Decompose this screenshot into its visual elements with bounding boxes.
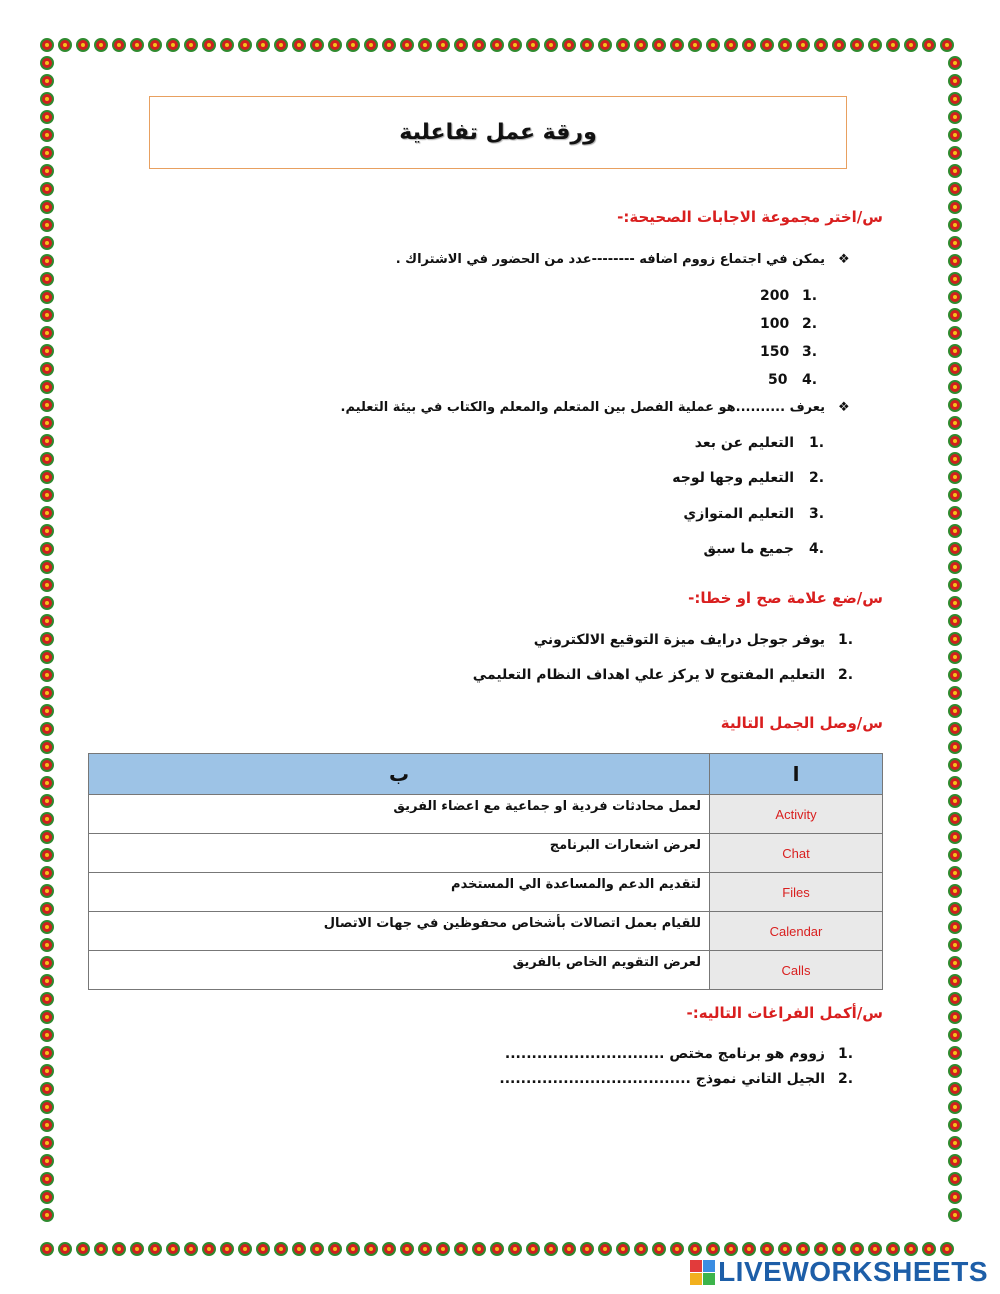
match-term[interactable]: Calls [710,951,883,990]
border-flower-icon [220,38,234,52]
border-flower-icon [220,1242,234,1256]
border-flower-icon [948,164,962,178]
border-flower-icon [382,1242,396,1256]
border-flower-icon [948,236,962,250]
border-flower-icon [40,1028,54,1042]
border-flower-icon [634,38,648,52]
table-row [89,834,883,873]
border-flower-icon [472,1242,486,1256]
border-flower-icon [400,38,414,52]
border-flower-icon [310,38,324,52]
border-flower-icon [40,1172,54,1186]
border-flower-icon [202,38,216,52]
q1-option-text: 50 [768,372,788,388]
border-flower-icon [76,1242,90,1256]
border-flower-icon [778,38,792,52]
border-flower-icon [526,38,540,52]
border-flower-icon [948,128,962,142]
border-flower-icon [688,1242,702,1256]
match-table-header [89,754,883,795]
border-flower-icon [184,38,198,52]
border-flower-icon [40,416,54,430]
table-row [89,873,883,912]
border-flower-icon [948,1172,962,1186]
border-flower-icon [940,1242,954,1256]
border-flower-icon [40,1208,54,1222]
border-flower-icon [948,920,962,934]
border-flower-icon [598,1242,612,1256]
border-flower-icon [40,884,54,898]
border-flower-icon [948,74,962,88]
border-flower-icon [948,200,962,214]
border-flower-icon [948,1208,962,1222]
border-flower-icon [274,38,288,52]
border-flower-icon [688,38,702,52]
border-flower-icon [40,632,54,646]
match-term[interactable]: Calendar [710,912,883,951]
watermark: LIVEWORKSHEETS [718,1256,988,1287]
border-flower-icon [948,956,962,970]
border-flower-icon [948,542,962,556]
q2-option-number: 2. [809,470,825,486]
border-flower-icon [948,344,962,358]
border-flower-icon [310,1242,324,1256]
border-flower-icon [40,866,54,880]
border-flower-icon [948,884,962,898]
border-flower-icon [292,38,306,52]
border-flower-icon [948,830,962,844]
fill-item-number: 1. [838,1046,854,1062]
border-flower-icon [130,1242,144,1256]
border-flower-icon [948,686,962,700]
border-flower-icon [948,290,962,304]
border-flower-icon [40,1010,54,1024]
border-flower-icon [508,38,522,52]
q1-option-number: 4. [802,372,818,388]
page-title: ورقة عمل تفاعلية [399,120,597,145]
border-flower-icon [948,470,962,484]
border-flower-icon [382,38,396,52]
border-flower-icon [40,686,54,700]
border-flower-icon [948,1118,962,1132]
border-flower-icon [40,182,54,196]
fill-item-number: 2. [838,1071,854,1087]
column-a-header: ا [710,754,883,795]
border-flower-icon [948,1100,962,1114]
border-flower-icon [580,1242,594,1256]
border-flower-icon [948,722,962,736]
border-flower-icon [40,74,54,88]
border-flower-icon [58,1242,72,1256]
border-flower-icon [130,38,144,52]
border-flower-icon [328,38,342,52]
border-flower-icon [166,38,180,52]
border-flower-icon [40,596,54,610]
q1-option-number: 2. [802,316,818,332]
table-row [89,795,883,834]
border-flower-icon [40,56,54,70]
border-flower-icon [418,38,432,52]
border-flower-icon [948,452,962,466]
q2-option-text: جميع ما سبق [703,541,794,557]
border-flower-icon [742,38,756,52]
border-flower-icon [40,308,54,322]
border-flower-icon [40,902,54,916]
border-flower-icon [472,38,486,52]
border-flower-icon [40,740,54,754]
border-flower-icon [112,38,126,52]
q1-text: يمكن في اجتماع زووم اضافه --------عدد من الحضور في الاشتراك . [395,252,825,267]
border-flower-icon [40,326,54,340]
border-flower-icon [490,38,504,52]
title-box [149,96,847,169]
border-flower-icon [814,38,828,52]
match-table [88,753,883,990]
border-flower-icon [202,1242,216,1256]
border-flower-icon [40,1154,54,1168]
border-flower-icon [850,38,864,52]
q1-option-text: 150 [760,344,790,360]
border-flower-icon [948,596,962,610]
border-flower-icon [948,938,962,952]
column-b-header: ب [89,754,710,795]
border-flower-icon [40,578,54,592]
border-flower-icon [40,542,54,556]
border-flower-icon [832,1242,846,1256]
border-flower-icon [948,1190,962,1204]
mcq-section-heading: س/اختر مجموعة الاجابات الصحيحة:- [617,208,883,226]
border-flower-icon [724,38,738,52]
border-flower-icon [948,1010,962,1024]
border-flower-icon [40,290,54,304]
border-flower-icon [948,524,962,538]
border-flower-icon [948,380,962,394]
match-definition[interactable]: لعرض اشعارات البرنامج [89,834,710,873]
border-flower-icon [40,488,54,502]
border-flower-icon [544,38,558,52]
border-flower-icon [40,1046,54,1060]
border-flower-icon [616,1242,630,1256]
border-flower-icon [948,1046,962,1060]
border-flower-icon [364,38,378,52]
border-flower-icon [544,1242,558,1256]
border-flower-icon [508,1242,522,1256]
border-flower-icon [76,38,90,52]
border-flower-icon [40,380,54,394]
border-flower-icon [40,848,54,862]
border-flower-icon [400,1242,414,1256]
border-flower-icon [94,1242,108,1256]
border-flower-icon [184,1242,198,1256]
border-flower-icon [40,758,54,772]
fill-item-text: الجيل التاني نموذج .................................... [499,1071,825,1087]
border-flower-icon [922,1242,936,1256]
border-flower-icon [454,1242,468,1256]
border-flower-icon [796,38,810,52]
table-row [89,951,883,990]
border-flower-icon [760,38,774,52]
fill-section-heading: س/أكمل الفراغات التاليه:- [686,1004,883,1022]
border-flower-icon [634,1242,648,1256]
border-flower-icon [948,308,962,322]
border-flower-icon [670,1242,684,1256]
border-flower-icon [238,1242,252,1256]
border-flower-icon [948,650,962,664]
border-flower-icon [40,200,54,214]
border-flower-icon [148,1242,162,1256]
border-flower-icon [40,938,54,952]
border-flower-icon [948,326,962,340]
border-flower-icon [40,812,54,826]
border-flower-icon [948,416,962,430]
tf-section-heading: س/ضع علامة صح او خطا:- [688,589,883,607]
border-flower-icon [948,272,962,286]
border-flower-icon [40,362,54,376]
tf-item-text: التعليم المفتوح لا يركز علي اهداف النظام التعليمي [472,667,825,683]
border-flower-icon [948,632,962,646]
border-flower-icon [948,902,962,916]
border-flower-icon [652,38,666,52]
border-flower-icon [760,1242,774,1256]
border-flower-icon [948,740,962,754]
border-flower-icon [948,110,962,124]
border-flower-icon [814,1242,828,1256]
q2-bullet-icon: ❖ [838,400,850,415]
border-flower-icon [40,722,54,736]
border-flower-icon [40,1242,54,1256]
border-flower-icon [436,1242,450,1256]
border-flower-icon [40,1136,54,1150]
border-flower-icon [948,704,962,718]
border-flower-icon [948,992,962,1006]
border-flower-icon [346,38,360,52]
q1-option-text: 100 [760,316,790,332]
border-flower-icon [922,38,936,52]
border-flower-icon [948,146,962,160]
border-flower-icon [256,1242,270,1256]
border-flower-icon [40,1190,54,1204]
border-flower-icon [580,38,594,52]
match-term[interactable]: Chat [710,834,883,873]
border-flower-icon [670,38,684,52]
border-flower-icon [40,272,54,286]
border-flower-icon [40,776,54,790]
border-flower-icon [40,506,54,520]
border-flower-icon [724,1242,738,1256]
border-flower-icon [948,92,962,106]
border-flower-icon [948,182,962,196]
border-flower-icon [948,848,962,862]
border-flower-icon [948,506,962,520]
border-flower-icon [948,560,962,574]
border-flower-icon [40,920,54,934]
border-flower-icon [562,1242,576,1256]
border-flower-icon [112,1242,126,1256]
q2-option-text: التعليم عن بعد [694,435,794,451]
border-flower-icon [796,1242,810,1256]
border-flower-icon [562,38,576,52]
border-flower-icon [40,344,54,358]
border-flower-icon [364,1242,378,1256]
border-flower-icon [526,1242,540,1256]
border-flower-icon [948,974,962,988]
border-flower-icon [948,866,962,880]
border-flower-icon [40,1118,54,1132]
border-flower-icon [40,524,54,538]
border-flower-icon [40,254,54,268]
match-definition[interactable]: لتقديم الدعم والمساعدة الي المستخدم [89,873,710,912]
match-definition[interactable]: لعرض التقويم الخاص بالفريق [89,951,710,990]
border-flower-icon [40,92,54,106]
border-flower-icon [940,38,954,52]
border-flower-icon [948,254,962,268]
border-flower-icon [40,110,54,124]
border-flower-icon [706,38,720,52]
q1-bullet-icon: ❖ [838,252,850,267]
q2-option-text: التعليم المتوازي [683,506,794,522]
border-flower-icon [948,218,962,232]
border-flower-icon [886,38,900,52]
border-flower-icon [40,398,54,412]
border-flower-icon [948,1028,962,1042]
border-flower-icon [454,38,468,52]
border-flower-icon [948,434,962,448]
border-flower-icon [948,1064,962,1078]
border-flower-icon [832,38,846,52]
border-flower-icon [166,1242,180,1256]
border-flower-icon [948,668,962,682]
border-flower-icon [40,164,54,178]
border-flower-icon [652,1242,666,1256]
border-flower-icon [40,1064,54,1078]
border-flower-icon [40,830,54,844]
border-flower-icon [948,758,962,772]
border-flower-icon [904,38,918,52]
q2-option-number: 3. [809,506,825,522]
border-flower-icon [948,398,962,412]
border-flower-icon [94,38,108,52]
border-flower-icon [40,614,54,628]
border-flower-icon [886,1242,900,1256]
border-flower-icon [850,1242,864,1256]
match-definition[interactable]: لعمل محادثات فردية او جماعية مع اعضاء الفريق [89,795,710,834]
border-flower-icon [490,1242,504,1256]
border-flower-icon [40,236,54,250]
border-flower-icon [40,452,54,466]
border-flower-icon [40,650,54,664]
border-flower-icon [948,578,962,592]
border-flower-icon [40,992,54,1006]
q2-text: يعرف ..........هو عملية الفصل بين المتعلم والمعلم والكتاب في بيئة التعليم. [340,400,825,415]
border-flower-icon [868,38,882,52]
tf-item-number: 2. [838,667,854,683]
tf-item-number: 1. [838,632,854,648]
liveworksheets-logo-icon [690,1260,716,1286]
border-flower-icon [948,488,962,502]
border-flower-icon [778,1242,792,1256]
border-flower-icon [706,1242,720,1256]
border-flower-icon [948,1082,962,1096]
table-row [89,912,883,951]
border-flower-icon [40,956,54,970]
border-flower-icon [948,56,962,70]
border-flower-icon [58,38,72,52]
border-flower-icon [948,794,962,808]
border-flower-icon [40,1100,54,1114]
match-term[interactable]: Files [710,873,883,912]
match-term[interactable]: Activity [710,795,883,834]
border-flower-icon [40,146,54,160]
border-flower-icon [948,776,962,790]
border-flower-icon [948,614,962,628]
border-flower-icon [598,38,612,52]
q1-option-number: 3. [802,344,818,360]
border-flower-icon [328,1242,342,1256]
q2-option-number: 4. [809,541,825,557]
q1-option-number: 1. [802,288,818,304]
border-flower-icon [40,668,54,682]
match-definition[interactable]: للقيام بعمل اتصالات بأشخاص محفوظين في جهات الاتصال [89,912,710,951]
border-flower-icon [40,794,54,808]
border-flower-icon [948,362,962,376]
border-flower-icon [868,1242,882,1256]
border-flower-icon [40,128,54,142]
border-flower-icon [40,1082,54,1096]
fill-item-text: زووم هو برنامج مختص .............................. [504,1046,825,1062]
match-section-heading: س/وصل الجمل التالية [720,714,883,732]
tf-item-text: يوفر جوجل درايف ميزة التوقيع الالكتروني [533,632,825,648]
q1-option-text: 200 [760,288,790,304]
border-flower-icon [40,974,54,988]
border-flower-icon [238,38,252,52]
border-flower-icon [948,1154,962,1168]
q2-option-number: 1. [809,435,825,451]
border-flower-icon [292,1242,306,1256]
border-flower-icon [40,218,54,232]
border-flower-icon [436,38,450,52]
border-flower-icon [904,1242,918,1256]
border-flower-icon [948,1136,962,1150]
border-flower-icon [616,38,630,52]
border-flower-icon [742,1242,756,1256]
border-flower-icon [40,704,54,718]
border-flower-icon [40,560,54,574]
border-flower-icon [148,38,162,52]
border-flower-icon [256,38,270,52]
border-flower-icon [40,434,54,448]
border-flower-icon [346,1242,360,1256]
q2-option-text: التعليم وجها لوجه [672,470,794,486]
border-flower-icon [40,470,54,484]
border-flower-icon [418,1242,432,1256]
border-flower-icon [948,812,962,826]
border-flower-icon [40,38,54,52]
border-flower-icon [274,1242,288,1256]
